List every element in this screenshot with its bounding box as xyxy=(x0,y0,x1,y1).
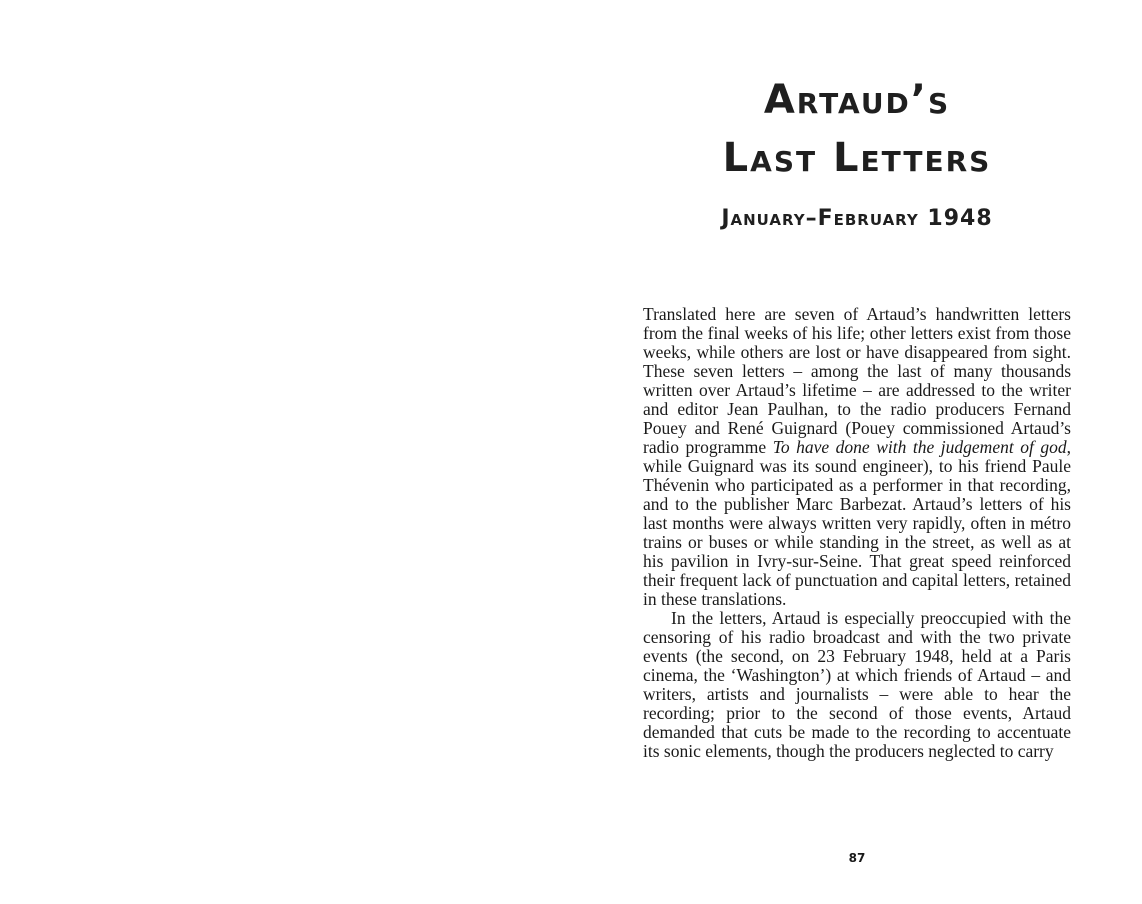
chapter-subtitle: January–February 1948 xyxy=(721,206,993,231)
chapter-title-line-1: Artaud’s xyxy=(763,77,951,123)
paragraph-1-part-1: Translated here are seven of Artaud’s handwritten letters from the final weeks of his life; other letters exist from those weeks, while others are lost or have disappeared from sight. These seven letters – among the last of many thousands written over Artaud’s lifetime – are addressed to the writer and editor Jean Paulhan, to the radio producers Fernand Pouey and René Guignard (Pouey commissioned Artaud’s radio programme xyxy=(643,304,1071,457)
paragraph-1-italic-title: To have done with the judgement of god xyxy=(772,437,1067,457)
chapter-title-line-2: Last Letters xyxy=(722,135,992,181)
paragraph-1-part-2: , while Guignard was its sound engineer), to his friend Paule Thévenin who participated as a performer in that recording, and to the publisher Marc Barbezat. Artaud’s letters of his last months were always written very rapidly, often in métro trains or buses or while standing in the street, as well as at his pavilion in Ivry-sur-Seine. That great speed reinforced their frequent lack of punctuation and capital letters, retained in these translations. xyxy=(643,437,1071,609)
paragraph-2: In the letters, Artaud is especially preoccupied with the censoring of his radio broadcast and with the two private events (the second, on 23 February 1948, held at a Paris cinema, the ‘Washington’) at which friends of Artaud – and writers, artists and journalists – were able to hear the recording; prior to the second of those events, Artaud demanded that cuts be made to the recording to accentuate its sonic elements, though the producers neglected to carry xyxy=(643,608,1071,761)
body-text xyxy=(643,305,1071,761)
page-number: 87 xyxy=(848,851,866,865)
paragraph-1 xyxy=(643,305,1071,609)
